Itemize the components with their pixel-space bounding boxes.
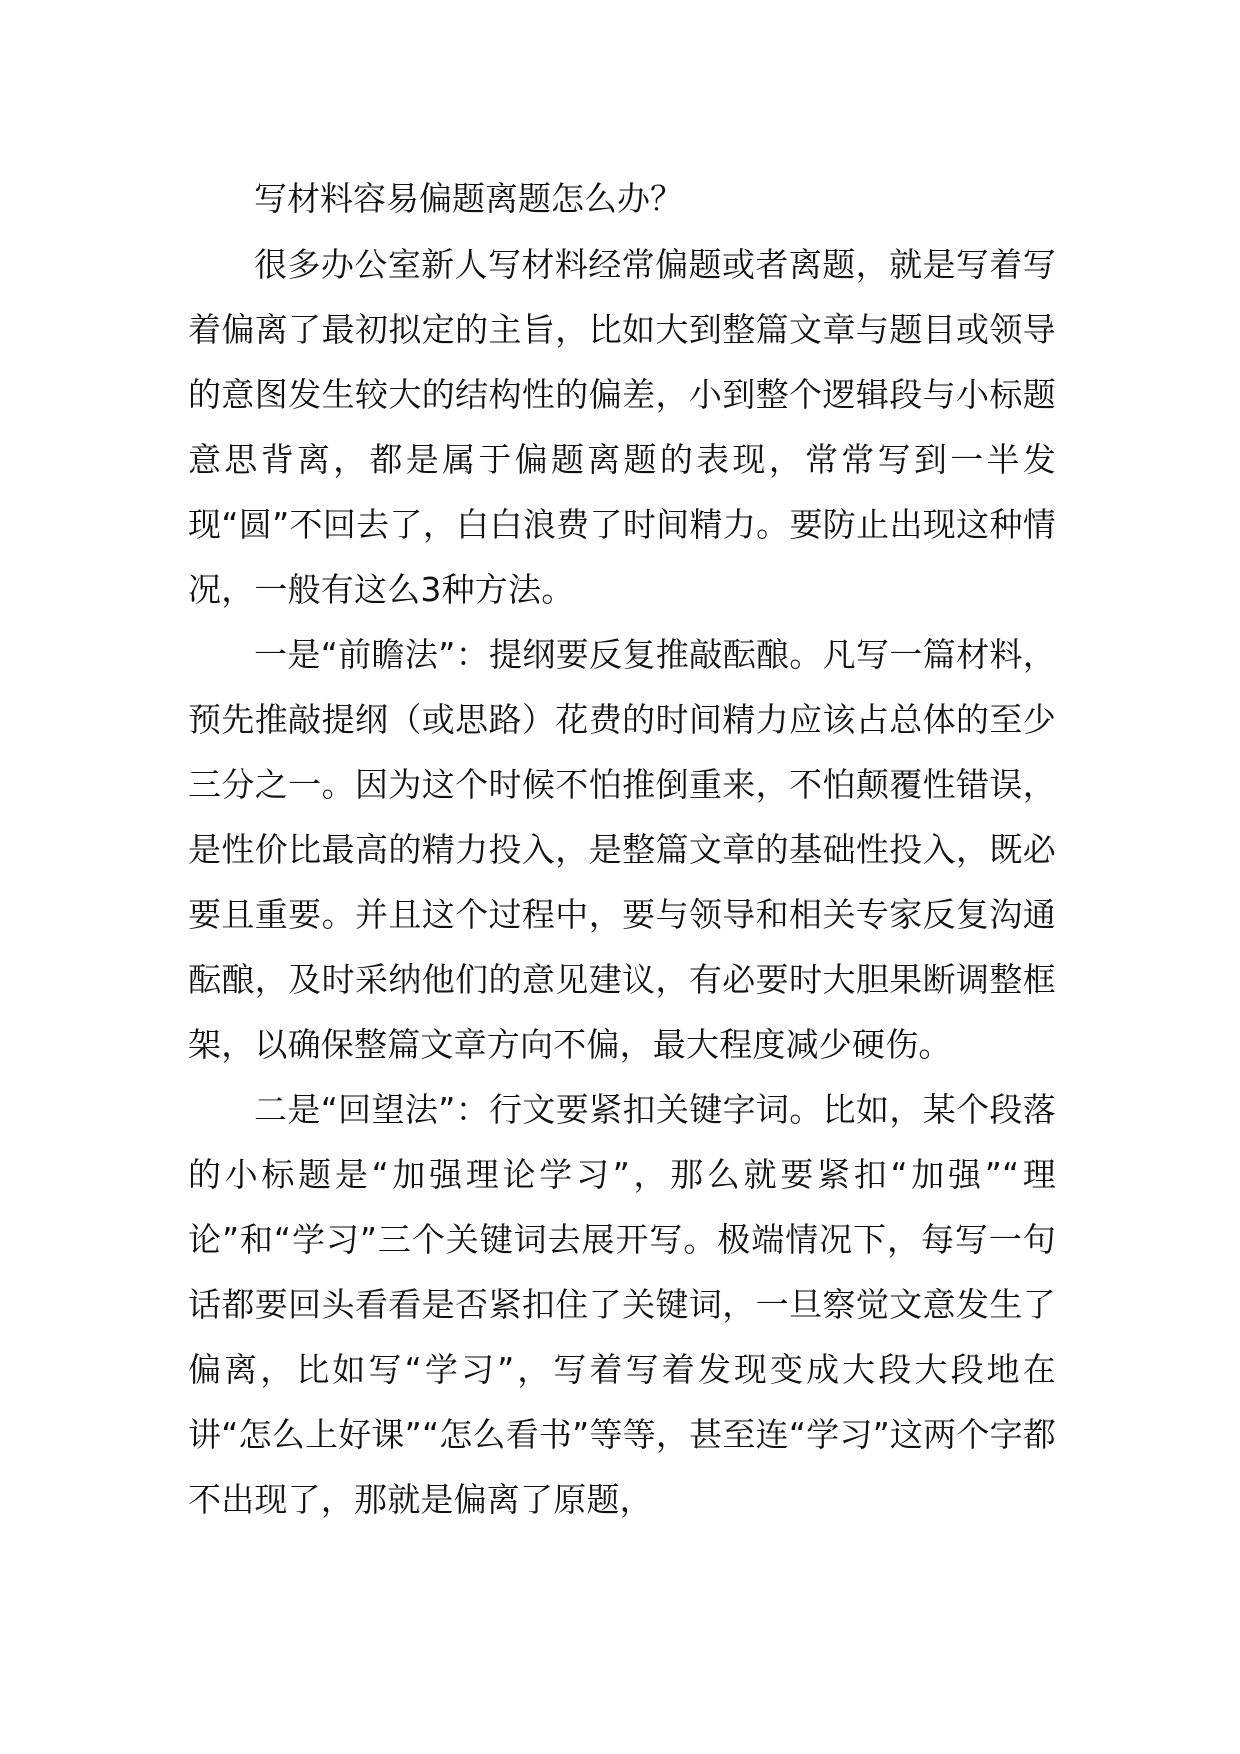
paragraph-method-one: 一是“前瞻法”：提纲要反复推敲酝酿。凡写一篇材料，预先推敲提纲（或思路）花费的时间精力应该占总体的至少三分之一。因为这个时候不怕推倒重来，不怕颠覆性错误，是性价比最高的精力投入，是整篇文章的基础性投入，既必要且重要。并且这个过程中，要与领导和相关专家反复沟通酝酿，及时采纳他们的意见建议，有必要时大胆果断调整框架，以确保整篇文章方向不偏，最大程度减少硬伤。 <box>188 635 1056 1064</box>
document-body <box>188 166 1056 1532</box>
paragraph-method-two: 二是“回望法”：行文要紧扣关键字词。比如，某个段落的小标题是“加强理论学习”，那么就要紧扣“加强”“理论”和“学习”三个关键词去展开写。极端情况下，每写一句话都要回头看看是否紧扣住了关键词，一旦察觉文意发生了偏离，比如写“学习”，写着写着发现变成大段大段地在讲“怎么上好课”“怎么看书”等等，甚至连“学习”这两个字都不出现了，那就是偏离了原题， <box>188 1090 1056 1519</box>
paragraph-intro: 很多办公室新人写材料经常偏题或者离题，就是写着写着偏离了最初拟定的主旨，比如大到整篇文章与题目或领导的意图发生较大的结构性的偏差，小到整个逻辑段与小标题意思背离，都是属于偏题离题的表现，常常写到一半发现“圆”不回去了，白白浪费了时间精力。要防止出现这种情况，一般有这么3种方法。 <box>188 245 1056 609</box>
document-title: 写材料容易偏题离题怎么办？ <box>254 179 683 218</box>
